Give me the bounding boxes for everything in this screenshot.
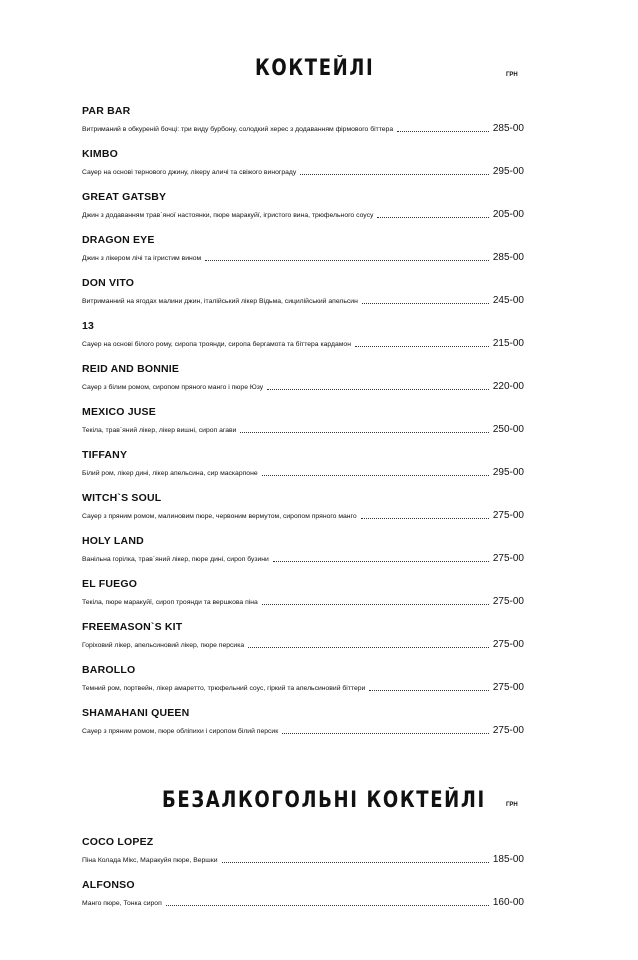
dot-leader	[262, 603, 489, 605]
item-price: 275-00	[492, 510, 524, 521]
item-price: 215-00	[492, 338, 524, 349]
dot-leader	[262, 474, 489, 476]
item-price: 295-00	[492, 166, 524, 177]
menu-item	[82, 578, 524, 612]
item-price: 275-00	[492, 596, 524, 607]
item-name: EL FUEGO	[82, 578, 138, 590]
menu-item	[82, 664, 524, 698]
menu-item	[82, 277, 524, 311]
currency-label: ГРН	[506, 802, 518, 808]
item-price: 220-00	[492, 381, 524, 392]
item-price: 245-00	[492, 295, 524, 306]
menu-item	[82, 363, 524, 397]
menu-item	[82, 707, 524, 741]
item-name: ALFONSO	[82, 879, 135, 891]
menu-item	[82, 879, 524, 913]
item-description: Витриманий в обкуреній бочці: три виду бурбону, солодкий херес з додаванням фірмового біттера	[82, 126, 394, 133]
item-name: KIMBO	[82, 148, 118, 160]
item-description: Текіла, трав`яний лікер, лікер вишні, сироп агави	[82, 427, 237, 434]
non-alcoholic-list	[82, 836, 524, 916]
menu-item	[82, 836, 524, 870]
dot-leader	[282, 732, 489, 734]
menu-item	[82, 148, 524, 182]
item-price: 275-00	[492, 725, 524, 736]
dot-leader	[377, 216, 488, 218]
item-description: Сауер з білим ромом, сиропом пряного манго і пюре Юзу	[82, 384, 264, 391]
menu-item	[82, 105, 524, 139]
item-description: Витриманний на ягодах малини джин, італійський лікер Відьма, сицилійський апельсин	[82, 298, 358, 305]
dot-leader	[361, 517, 489, 519]
item-description: Сауер на основі білого рому, сиропа троянди, сиропа бергамота та біттера кардамон	[82, 341, 351, 348]
item-name: DON VITO	[82, 277, 135, 289]
item-description: Ванільна горілка, трав`яний лікер, пюре дині, сироп бузини	[82, 556, 269, 563]
dot-leader	[205, 259, 489, 261]
item-description: Сауер з пряним ромом, пюре обліпихи і сиропом білий персик	[82, 728, 279, 735]
menu-item	[82, 234, 524, 268]
menu-item	[82, 449, 524, 483]
dot-leader	[267, 388, 489, 390]
item-description: Джин з додаванням трав`яної настоянки, пюре маракуйї, ігристого вина, трюфельного соусу	[82, 212, 374, 219]
dot-leader	[222, 861, 489, 863]
item-price: 275-00	[492, 682, 524, 693]
item-description: Текіла, пюре маракуйї, сироп троянди та вершкова піна	[82, 599, 258, 606]
item-price: 205-00	[492, 209, 524, 220]
dot-leader	[397, 130, 489, 132]
item-description: Білий ром, лікер дині, лікер апельсина, сир маскарпоне	[82, 470, 258, 477]
item-name: SHAMAHANI QUEEN	[82, 707, 190, 719]
dot-leader	[362, 302, 489, 304]
item-name: COCO LOPEZ	[82, 836, 154, 848]
currency-label: ГРН	[506, 72, 518, 78]
cocktails-list	[82, 105, 524, 745]
item-name: PAR BAR	[82, 105, 131, 117]
item-name: TIFFANY	[82, 449, 128, 461]
item-description: Піна Колада Мікс, Маракуйя пюре, Вершки	[82, 857, 218, 864]
item-description: Темний ром, портвейн, лікер амаретто, трюфельний соус, гіркий та апельсиновий біттери	[82, 685, 366, 692]
item-price: 285-00	[492, 252, 524, 263]
item-description: Манго пюре, Тонка сироп	[82, 900, 162, 907]
menu-item	[82, 406, 524, 440]
menu-item	[82, 535, 524, 569]
item-name: FREEMASON`S KIT	[82, 621, 183, 633]
dot-leader	[248, 646, 489, 648]
item-price: 295-00	[492, 467, 524, 478]
section-title-non-alcoholic: БЕЗАЛКОГОЛЬНІ КОКТЕЙЛІ	[162, 788, 486, 813]
item-description: Сауер на основі тернового джину, лікеру аличі та свіжого винограду	[82, 169, 297, 176]
item-name: HOLY LAND	[82, 535, 144, 547]
dot-leader	[300, 173, 489, 175]
dot-leader	[369, 689, 489, 691]
dot-leader	[166, 904, 489, 906]
item-name: REID AND BONNIE	[82, 363, 180, 375]
menu-item	[82, 621, 524, 655]
item-description: Сауер з пряним ромом, малиновим пюре, червоним вермутом, сиропом пряного манго	[82, 513, 357, 520]
item-name: 13	[82, 320, 95, 332]
dot-leader	[355, 345, 489, 347]
item-price: 275-00	[492, 553, 524, 564]
item-price: 285-00	[492, 123, 524, 134]
item-name: GREAT GATSBY	[82, 191, 167, 203]
dot-leader	[240, 431, 488, 433]
item-description: Джин з лікером лічі та ігристим вином	[82, 255, 202, 262]
section-title-cocktails: КОКТЕЙЛІ	[255, 56, 375, 81]
dot-leader	[273, 560, 489, 562]
item-name: MEXICO JUSE	[82, 406, 156, 418]
item-price: 185-00	[492, 854, 524, 865]
item-name: WITCH`S SOUL	[82, 492, 162, 504]
item-price: 275-00	[492, 639, 524, 650]
item-price: 160-00	[492, 897, 524, 908]
item-price: 250-00	[492, 424, 524, 435]
menu-item	[82, 492, 524, 526]
item-name: BAROLLO	[82, 664, 136, 676]
menu-item	[82, 320, 524, 354]
item-description: Горіховий лікер, апельсиновий лікер, пюре персика	[82, 642, 245, 649]
menu-item	[82, 191, 524, 225]
item-name: DRAGON EYE	[82, 234, 155, 246]
